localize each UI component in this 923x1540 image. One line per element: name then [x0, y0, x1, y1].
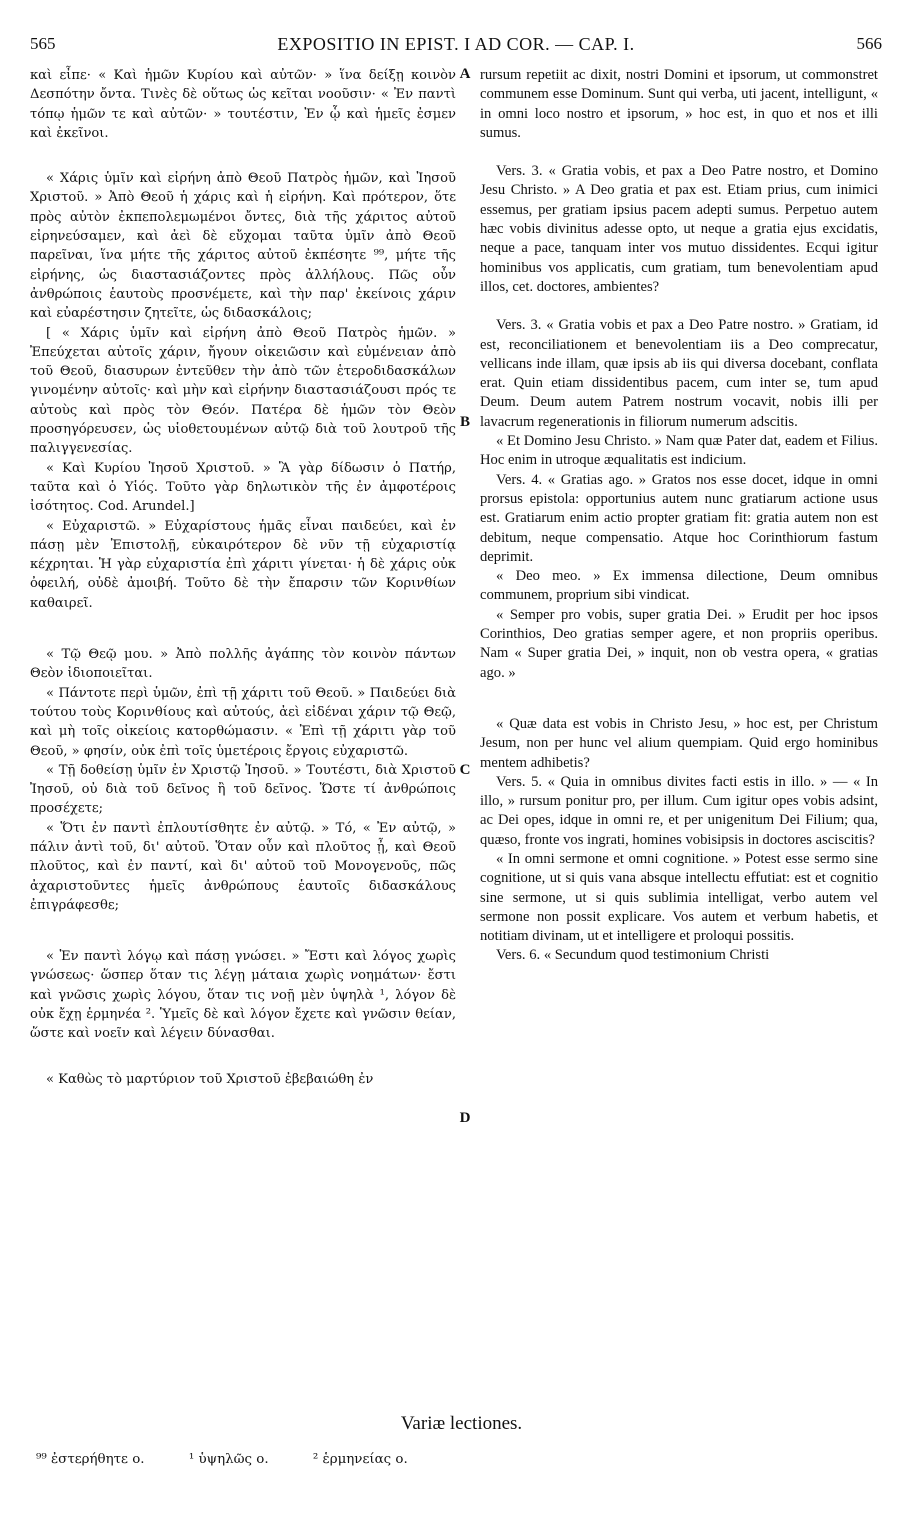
variae-lectiones-heading: Variæ lectiones.	[400, 1413, 523, 1434]
greek-paragraph: « Εὐχαριστῶ. » Εὐχαρίστους ἡμᾶς εἶναι παιδεύει, καὶ ἐν πάσῃ μὲν Ἐπιστολῇ, εὐκαιρότερον δὲ νῦν τῇ εὐχαριστίᾳ κέχρηται. Ἡ γὰρ εὐχαριστία ἐπὶ χάριτι γίνεται· ἡ δὲ χάρις οὐκ ὀφειλή, οὐδὲ ἀμοιβή. Τοῦτο δὲ τὴν ἔπαρσιν τῶν Κορινθίων καθαιρεῖ.	[30, 518, 456, 611]
latin-paragraph: rursum repetiit ac dixit, nostri Domini et ipsorum, ut commonstret communem esse Dominum. Sunt qui verba, uti jacent, intelligunt, « in omni loco nostro et ipsorum, » hoc est, in quo et nos et illi sumus.	[480, 67, 878, 141]
greek-paragraph: « Ὅτι ἐν παντὶ ἐπλουτίσθητε ἐν αὐτῷ. » Τό, « Ἐν αὐτῷ, » πάλιν ἀντὶ τοῦ, δι' αὐτοῦ. Ὅταν οὖν καὶ πλοῦτος ᾖ, καὶ Θεοῦ πλοῦτος, καὶ ἐν παντί, καὶ δι' αὐτοῦ τοῦ Μονογενοῦς, πῶς ἀχαριστοῦντες ἡμεῖς ἀνθρώπους ἑαυτοῖς διδασκάλους ἐπιγράφεσθε;	[30, 820, 456, 913]
running-title: EXPOSITIO IN EPIST. I AD COR. — CAP. I.	[277, 34, 635, 54]
greek-paragraph: « Καθὼς τὸ μαρτύριον τοῦ Χριστοῦ ἐβεβαιώθη ἐν	[46, 1071, 374, 1087]
margin-letter-a: A	[459, 66, 471, 82]
greek-paragraph: καὶ εἶπε· « Καὶ ἡμῶν Κυρίου καὶ αὐτῶν· » ἵνα δείξῃ κοινὸν Δεσπότην ὄντα. Τινὲς δὲ οὕτως ὡς κεῖται νοοῦσιν· « Ἐν παντὶ τόπῳ ἡμῶν τε καὶ αὐτῶν· » τουτέστιν, Ἐν ᾧ καὶ ἡμεῖς ἐσμεν καὶ ἐκεῖνοι.	[30, 68, 456, 141]
latin-paragraph: Vers. 3. « Gratia vobis et pax a Deo Patre nostro. » Gratiam, id est, reconciliationem et benevolentiam iis a Deo comprecatur, vellicans inde illam, quæ ipsis ab iis qui diversa docebant, conflata erat. Quin etiam dissidentibus pacem, cum inter se, tum apud Deum. Deum autem Patrem nostrum vocavit, nobis illi per lavacrum regenerationis in filiorum numerum adscitis.	[480, 317, 878, 430]
greek-paragraph: « Πάντοτε περὶ ὑμῶν, ἐπὶ τῇ χάριτι τοῦ Θεοῦ. » Παιδεύει διὰ τούτου τοὺς Κορινθίους καὶ αὐτούς, ἀεὶ εἰδέναι χάριν τῷ Θεῷ, καὶ μὴ τοῖς οἰκείοις κατορθώμασιν. « Ἐπὶ τῇ χάριτι γὰρ τοῦ Θεοῦ, » φησίν, οὐκ ἐπὶ τοῖς ὑμετέροις ἔργοις εὐχαριστῶ.	[30, 685, 456, 759]
latin-paragraph: « Semper pro vobis, super gratia Dei. » Erudit per hoc ipsos Corinthios, Deo gratias semper agere, et non propriis operibus. Nam « Super gratia Dei, » inquit, non ob vestra opera, « gratias ago. »	[480, 606, 878, 681]
latin-paragraph: « Quæ data est vobis in Christo Jesu, » hoc est, per Christum Jesum, non per hunc vel alium quempiam. Quid ergo hominibus mentem adhibetis?	[480, 715, 878, 771]
margin-letter-d: D	[459, 1110, 471, 1126]
greek-paragraph: « Χάρις ὑμῖν καὶ εἰρήνη ἀπὸ Θεοῦ Πατρὸς ἡμῶν, καὶ Ἰησοῦ Χριστοῦ. » Ἀπὸ Θεοῦ ἡ χάρις καὶ ἡ εἰρήνη. Καὶ πρότερον, ὅτε πρὸς αὐτὸν ἐκπεπολεμωμένοι ὄντες, διὰ τῆς χάριτος αὐτοῦ εἰρηνεύσαμεν, καὶ ἀεὶ δὲ εὔχομαι ταῦτα ὑμῖν ἀπὸ Θεοῦ παρεῖναι, ἵνα μήτε τῆς χάριτος αὐτοῦ ἐκπέσητε ⁹⁹, μήτε τῆς εἰρήνης, ὡς διαστασιάζοντες πρὸς ἀλλήλους. Πῶς οὖν ἀνθρώποις ἑαυτοὺς προσνέμετε, καὶ τὴν παρ' ἐκείνοις χάριν καὶ εὐαρέστησιν ζητεῖτε, ὡς διδασκάλοις;	[30, 171, 456, 322]
latin-paragraph: Vers. 3. « Gratia vobis, et pax a Deo Patre nostro, et Domino Jesu Christo. » A Deo gratia et pax est. Etiam prius, cum inimici essemus, per gratiam ipsius pacem adepti sumus. Perpetuo autem hæc vobis divinitus adesse opto, ut neque a gratia ejus excidatis, neque a pace, tanquam inter vos mutuo dissidentes. Ecqui igitur hominibus vos applicatis, cum gratiam, tum benevolentiam apud illos, cet. doctores, ambientes?	[480, 163, 878, 295]
footnotes	[36, 1452, 736, 1467]
page-header	[30, 34, 882, 56]
latin-paragraph: Vers. 6. « Secundum quod testimonium Christi	[496, 947, 770, 964]
footnote: ¹ ὑψηλῶς ο.	[188, 1452, 269, 1467]
latin-paragraph: Vers. 5. « Quia in omnibus divites facti estis in illo. » — « In illo, » rursum ponitur pro, per illum. Cum igitur opes vobis adsint, ac Dei opes, idque in omni re, et per unigenitum Dei Filium; qua, quæso, fronte vos ingrati, homines vobisipsis in doctores asciscitis?	[480, 773, 878, 848]
margin-letter-b: B	[459, 414, 470, 430]
greek-paragraph: « Τῷ Θεῷ μου. » Ἀπὸ πολλῆς ἀγάπης τὸν κοινὸν πάντων Θεὸν ἰδιοποιεῖται.	[30, 647, 456, 682]
latin-paragraph: « Et Domino Jesu Christo. » Nam quæ Pater dat, eadem et Filius. Hoc enim in utroque æqualitatis est indicium.	[480, 433, 878, 469]
latin-column	[480, 66, 878, 966]
greek-paragraph: « Ἐν παντὶ λόγῳ καὶ πάσῃ γνώσει. » Ἔστι καὶ λόγος χωρὶς γνώσεως· ὥσπερ ὅταν τις λέγῃ μάταια χωρὶς νοημάτων· ἔστι καὶ γνῶσις χωρὶς λόγου, ὅταν τις νοῇ μὲν ὑψηλὰ ¹, λόγον δὲ οὐκ ἔχῃ ἑρμηνέα ². Ὑμεῖς δὲ καὶ λόγον ἔχετε καὶ γνῶσιν θείαν, ὥστε καὶ νοεῖν καὶ λέγειν δύνασθαι.	[30, 949, 456, 1042]
page-number-left: 565	[30, 34, 56, 53]
greek-paragraph: « Τῇ δοθείσῃ ὑμῖν ἐν Χριστῷ Ἰησοῦ. » Τουτέστι, διὰ Χριστοῦ Ἰησοῦ, οὐ διὰ τοῦ δεῖνος ἢ τοῦ δεῖνος. Ὥστε τί ἀνθρώποις προσέχετε;	[30, 762, 456, 817]
footnote: ² ἑρμηνείας ο.	[312, 1452, 408, 1467]
footnote: ⁹⁹ ἐστερήθητε ο.	[36, 1452, 145, 1467]
latin-paragraph: Vers. 4. « Gratias ago. » Gratos nos esse docet, idque in omni prorsus epistola: opportunius autem nunc gratiarum actione usus est. Gratiarum enim actio propter gratiam fit: gratia autem non est debitum, neque compensatio. Atque hoc Corinthiorum fastum deprimit.	[480, 471, 878, 565]
greek-column	[30, 66, 456, 1089]
margin-letter-c: C	[459, 762, 471, 778]
greek-paragraph: « Καὶ Κυρίου Ἰησοῦ Χριστοῦ. » Ἃ γὰρ δίδωσιν ὁ Πατήρ, ταῦτα καὶ ὁ Υἱός. Τοῦτο γὰρ δηλωτικὸν τῆς ἐν ἀμφοτέροις ἰσότητος. Cod. Arundel.]	[30, 460, 456, 515]
greek-paragraph: [ « Χάρις ὑμῖν καὶ εἰρήνη ἀπὸ Θεοῦ Πατρὸς ἡμῶν. » Ἐπεύχεται αὐτοῖς χάριν, ἤγουν οἰκειῶσιν καὶ εὐμένειαν ἀπὸ τοῦ Θεοῦ, διασυρων ἐντεῦθεν τὴν ἀπὸ τῶν ἑτεροδιδασκάλων γινομένην αὐτοῖς· καὶ μὴν καὶ εἰρήνην διαστασιάζουσι πρός τε αὐτοὺς καὶ πρὸς τὸν Θεόν. Πατέρα δὲ ἡμῶν τὸν Θεὸν προσηγόρευσεν, ὡς υἱοθετουμένων αὐτῷ διὰ τοῦ λουτροῦ τῆς παλιγγενεσίας.	[30, 325, 456, 457]
latin-paragraph: « In omni sermone et omni cognitione. » Potest esse sermo sine cognitione, ut si quis vana absque intellectu effutiat: est et cognitio sine sermone, ut si quis sublimia intelligat, verbo autem vel sermone non possit explicare. Vos autem et verbum habetis, et notitiam divinam, ut et intelligere et proloqui possitis.	[480, 850, 878, 945]
latin-paragraph: « Deo meo. » Ex immensa dilectione, Deum omnibus communem, proprium sibi vindicat.	[480, 568, 878, 604]
page-number-right: 566	[856, 34, 882, 53]
